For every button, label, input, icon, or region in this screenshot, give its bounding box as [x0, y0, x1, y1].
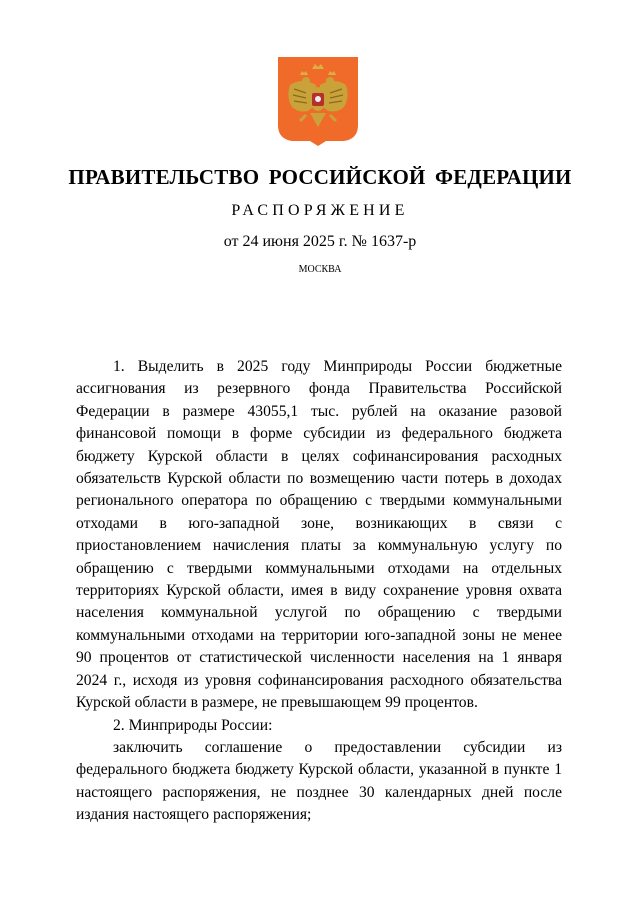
city-name: МОСКВА — [298, 264, 342, 275]
paragraph-2: 2. Минприроды России: — [113, 716, 273, 734]
government-title: ПРАВИТЕЛЬСТВО РОССИЙСКОЙ ФЕДЕРАЦИИ — [68, 165, 572, 189]
document-date-number: от 24 июня 2025 г. № 1637-р — [223, 233, 417, 250]
document-body — [76, 356, 562, 827]
coat-of-arms-emblem — [276, 55, 360, 147]
document-type: РАСПОРЯЖЕНИЕ — [231, 202, 409, 219]
paragraph-3: заключить соглашение о предоставлении субсидии из федерального бюджета бюджету Курской области, указанной в пункте 1 настоящего распоряжения, не позднее 30 календарных дней после издания настоящего распоряжения; — [76, 738, 562, 824]
paragraph-1: 1. Выделить в 2025 году Минприроды России бюджетные ассигнования из резервного фонда Правительства Российской Федерации в размере 43055,1 тыс. рублей на оказание разовой финансовой помощи в форме субсидии из федерального бюджета бюджету Курской области в целях софинансирования расходных обязательств Курской области по возмещению части потерь в доходах регионального оператора по обращению с твердыми коммунальными отходами в юго-западной зоне, возникающих в связи с приостановлением начисления платы за коммунальную услугу по обращению с твердыми коммунальными отходами на отдельных территориях Курской области, имея в виду сохранение уровня охвата населения коммунальной услугой по обращению с твердыми коммунальными отходами на территории юго-западной зоны не менее 90 процентов от статистической численности населения на 1 января 2024 г., исходя из уровня софинансирования расходного обязательства Курской области в размере, не превышающем 99 процентов. — [76, 358, 562, 712]
